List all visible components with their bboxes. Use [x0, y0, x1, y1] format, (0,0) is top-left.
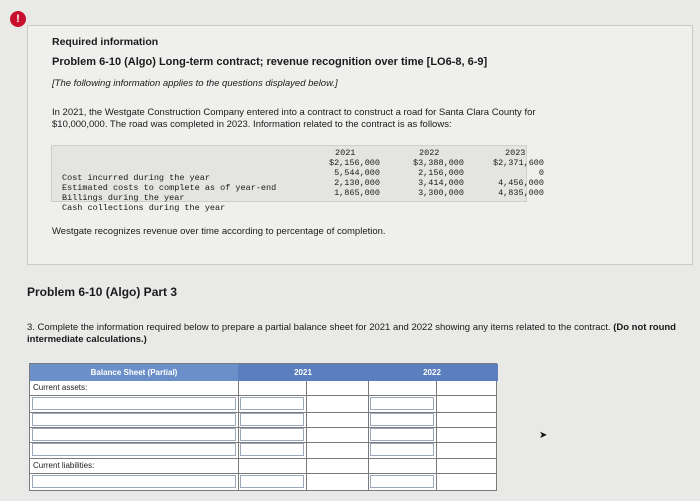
- grid-col-line: [436, 381, 437, 491]
- part-instruction: [27, 322, 677, 346]
- part-title: Problem 6-10 (Algo) Part 3: [27, 285, 178, 299]
- contract-data-table: [51, 145, 544, 213]
- billings-2023: 4,456,000: [498, 178, 544, 188]
- recognition-text: Westgate recognizes revenue over time according to percentage of completion.: [52, 226, 386, 237]
- grid-row-line: [30, 395, 496, 396]
- liability-row-1-2022-input[interactable]: [370, 475, 434, 488]
- year-2021-header: 2021: [335, 148, 356, 158]
- instruction-main: 3. Complete the information required below to prepare a partial balance sheet for 2021 and 2022 showing any items related to the contract.: [27, 322, 611, 333]
- intro-line-2: $10,000,000. The road was completed in 2023. Information related to the contract is as follows:: [52, 119, 452, 130]
- collections-2022: 3,300,000: [418, 188, 464, 198]
- col-2021-header: 2021: [294, 368, 312, 377]
- required-information-panel: [27, 25, 693, 265]
- asset-row-1-label-input[interactable]: [32, 397, 236, 410]
- asset-row-3-label-input[interactable]: [32, 428, 236, 441]
- asset-row-4-2022-input[interactable]: [370, 443, 434, 456]
- asset-row-1-2021-input[interactable]: [240, 397, 304, 410]
- liability-row-1-2021-input[interactable]: [240, 475, 304, 488]
- asset-row-2-2022-input[interactable]: [370, 413, 434, 426]
- asset-row-4-2021-input[interactable]: [240, 443, 304, 456]
- applies-note: [The following information applies to the questions displayed below.]: [52, 78, 338, 89]
- asset-row-3-2021-input[interactable]: [240, 428, 304, 441]
- intro-line-1: In 2021, the Westgate Construction Company entered into a contract to construct a road for Santa Clara County for: [52, 107, 536, 118]
- grid-row-line: [30, 473, 496, 474]
- row-label-cost: Cost incurred during the year: [62, 173, 210, 183]
- billings-2021: 2,130,000: [334, 178, 380, 188]
- grid-col-line: [368, 381, 369, 491]
- row-label-estimated: Estimated costs to complete as of year-end: [62, 183, 277, 193]
- mouse-cursor-icon: ➤: [539, 430, 548, 441]
- collections-2021: 1,865,000: [334, 188, 380, 198]
- year-2022-header: 2022: [419, 148, 440, 158]
- grid-col-line: [238, 381, 239, 491]
- liability-row-1-label-input[interactable]: [32, 475, 236, 488]
- col-2022-header: 2022: [423, 368, 441, 377]
- estimated-2022: 2,156,000: [418, 168, 464, 178]
- year-2023-header: 2023: [505, 148, 526, 158]
- cost-2023: $2,371,600: [492, 158, 544, 168]
- asset-row-3-2022-input[interactable]: [370, 428, 434, 441]
- alert-icon: !: [10, 11, 26, 27]
- required-info-heading: Required information: [52, 36, 159, 48]
- balance-sheet-header: Balance Sheet (Partial): [30, 364, 238, 381]
- balance-sheet-table: [29, 363, 497, 491]
- asset-row-2-2021-input[interactable]: [240, 413, 304, 426]
- row-label-billings: Billings during the year: [62, 193, 185, 203]
- estimated-2021: 5,544,000: [334, 168, 380, 178]
- asset-row-2-label-input[interactable]: [32, 413, 236, 426]
- asset-row-4-label-input[interactable]: [32, 443, 236, 456]
- cost-2022: $3,388,000: [412, 158, 464, 168]
- asset-row-1-2022-input[interactable]: [370, 397, 434, 410]
- grid-row-line: [30, 458, 496, 459]
- problem-title: Problem 6-10 (Algo) Long-term contract; revenue recognition over time [LO6-8, 6-9]: [52, 56, 488, 68]
- estimated-2023: 0: [538, 168, 544, 178]
- instruction-bold: (Do not round intermediate calculations.): [27, 322, 676, 345]
- current-liabilities-label: Current liabilities:: [33, 461, 95, 470]
- billings-2022: 3,414,000: [418, 178, 464, 188]
- current-assets-label: Current assets:: [33, 383, 88, 392]
- intro-text: [52, 107, 652, 131]
- grid-col-line: [306, 381, 307, 491]
- row-label-collections: Cash collections during the year: [62, 203, 226, 213]
- cost-2021: $2,156,000: [328, 158, 380, 168]
- collections-2023: 4,835,000: [498, 188, 544, 198]
